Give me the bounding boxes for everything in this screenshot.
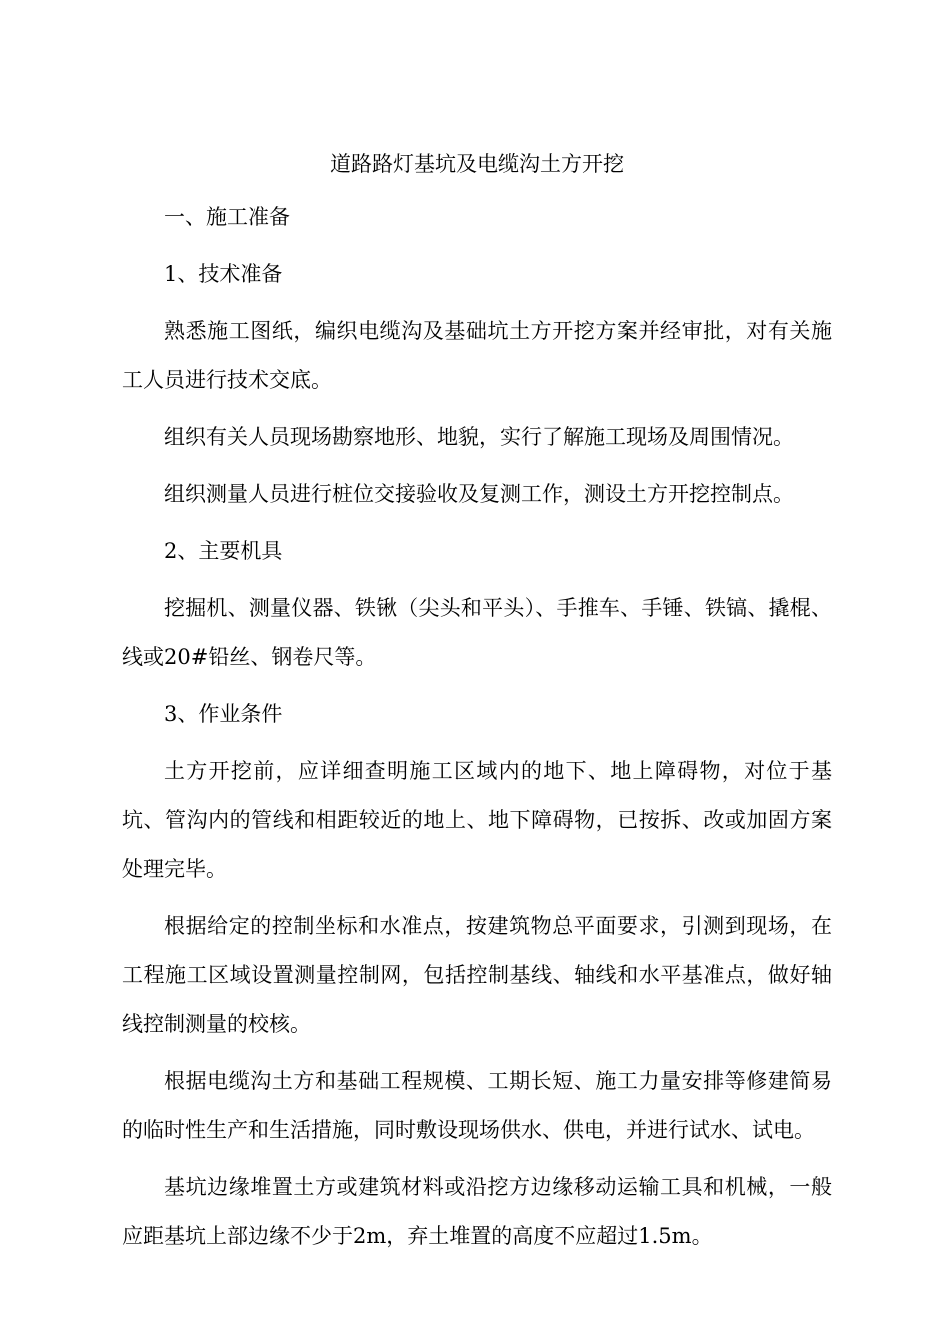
subheading-main-tools: 2、主要机具 xyxy=(164,539,283,563)
paragraph: 根据给定的控制坐标和水准点，按建筑物总平面要求，引测到现场，在工程施工区域设置测量控制网，包括控制基线、轴线和水平基准点，做好轴线控制测量的校核。 xyxy=(122,914,832,1036)
subheading-work-conditions: 3、作业条件 xyxy=(164,702,283,726)
section-heading-preparation: 一、施工准备 xyxy=(164,205,290,229)
paragraph: 组织有关人员现场勘察地形、地貌，实行了解施工现场及周围情况。 xyxy=(164,425,794,449)
paragraph: 熟悉施工图纸，编织电缆沟及基础坑土方开挖方案并经审批，对有关施工人员进行技术交底。 xyxy=(122,319,832,392)
paragraph: 挖掘机、测量仪器、铁锹（尖头和平头）、手推车、手锤、铁镐、撬棍、线或20#铅丝、钢卷尺等。 xyxy=(122,596,832,669)
paragraph: 组织测量人员进行桩位交接验收及复测工作，测设土方开挖控制点。 xyxy=(164,482,794,506)
document-title: 道路路灯基坑及电缆沟土方开挖 xyxy=(330,152,624,176)
subheading-technical-preparation: 1、技术准备 xyxy=(164,262,283,286)
document-body xyxy=(122,143,832,1269)
paragraph: 基坑边缘堆置土方或建筑材料或沿挖方边缘移动运输工具和机械，一般应距基坑上部边缘不少于2m，弃土堆置的高度不应超过1.5m。 xyxy=(122,1175,832,1248)
paragraph: 土方开挖前，应详细查明施工区域内的地下、地上障碍物，对位于基坑、管沟内的管线和相距较近的地上、地下障碍物，已按拆、改或加固方案处理完毕。 xyxy=(122,759,832,881)
paragraph: 根据电缆沟土方和基础工程规模、工期长短、施工力量安排等修建简易的临时性生产和生活措施，同时敷设现场供水、供电，并进行试水、试电。 xyxy=(122,1069,832,1142)
